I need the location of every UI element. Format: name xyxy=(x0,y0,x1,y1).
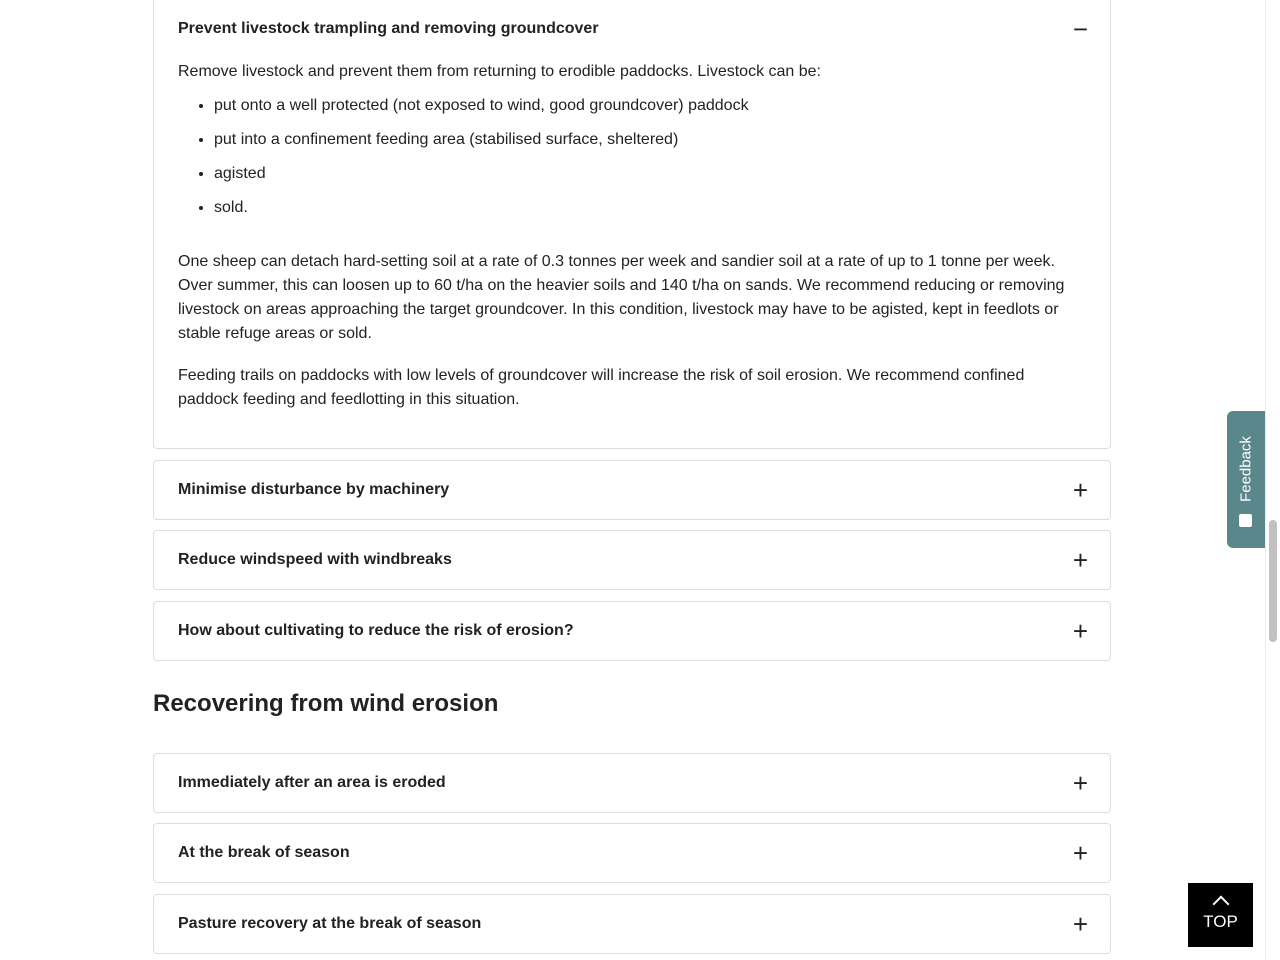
plus-icon[interactable]: + xyxy=(1072,475,1088,505)
accordion-header[interactable] xyxy=(154,531,1110,589)
plus-icon[interactable]: + xyxy=(1072,616,1088,646)
feedback-icon xyxy=(1239,514,1252,527)
accordion-title: At the break of season xyxy=(178,844,350,861)
accordion-title: How about cultivating to reduce the risk of erosion? xyxy=(178,622,574,639)
accordion-windbreaks[interactable] xyxy=(153,530,1111,590)
plus-icon[interactable]: + xyxy=(1072,838,1088,868)
accordion-livestock xyxy=(153,0,1111,449)
paragraph: One sheep can detach hard-setting soil at a rate of 0.3 tonnes per week and sandier soil at a rate of up to 1 tonne per week. Over summer, this can loosen up to 60 t/ha on the heavier soils and 140 t/ha on sands. We recommend reducing or removing livestock on areas approaching the target groundcover. In this condition, livestock may have to be agisted, kept in feedlots or stable refuge areas or sold. xyxy=(178,253,1065,342)
accordion-title: Pasture recovery at the break of season xyxy=(178,915,482,932)
accordion-header[interactable] xyxy=(154,895,1110,953)
list-item: • agisted xyxy=(214,162,1086,186)
scrollbar[interactable] xyxy=(1265,0,1280,960)
section-heading: Recovering from wind erosion xyxy=(153,690,499,717)
feedback-tab[interactable] xyxy=(1227,411,1265,548)
accordion-pasture-recovery[interactable] xyxy=(153,894,1111,954)
feedback-label: Feedback xyxy=(1237,436,1255,502)
paragraph: Feeding trails on paddocks with low levels of groundcover will increase the risk of soil erosion. We recommend confined paddock feeding and feedlotting in this situation. xyxy=(178,367,1025,408)
plus-icon[interactable]: + xyxy=(1072,768,1088,798)
accordion-header[interactable] xyxy=(154,0,1110,60)
list-item: • sold. xyxy=(214,196,1086,220)
minus-icon[interactable]: − xyxy=(1072,14,1088,44)
accordion-header[interactable] xyxy=(154,602,1110,660)
list-item: • put onto a well protected (not exposed to wind, good groundcover) paddock xyxy=(214,94,1086,118)
back-to-top-button[interactable] xyxy=(1188,883,1253,947)
top-label: TOP xyxy=(1203,912,1238,931)
accordion-header[interactable] xyxy=(154,824,1110,882)
list-item: • put into a confinement feeding area (stabilised surface, sheltered) xyxy=(214,128,1086,152)
accordion-title: Prevent livestock trampling and removing groundcover xyxy=(178,20,599,37)
plus-icon[interactable]: + xyxy=(1072,909,1088,939)
accordion-header[interactable] xyxy=(154,461,1110,519)
livestock-options-list xyxy=(178,94,1086,220)
chevron-up-icon xyxy=(1212,896,1229,913)
accordion-header[interactable] xyxy=(154,754,1110,812)
accordion-title: Immediately after an area is eroded xyxy=(178,774,446,791)
accordion-body xyxy=(154,60,1110,412)
accordion-break-of-season[interactable] xyxy=(153,823,1111,883)
scrollbar-thumb[interactable] xyxy=(1269,520,1277,642)
plus-icon[interactable]: + xyxy=(1072,545,1088,575)
accordion-machinery[interactable] xyxy=(153,460,1111,520)
accordion-cultivating[interactable] xyxy=(153,601,1111,661)
accordion-immediately[interactable] xyxy=(153,753,1111,813)
intro-text: Remove livestock and prevent them from returning to erodible paddocks. Livestock can be: xyxy=(178,63,821,80)
accordion-title: Minimise disturbance by machinery xyxy=(178,481,450,498)
accordion-title: Reduce windspeed with windbreaks xyxy=(178,551,452,568)
